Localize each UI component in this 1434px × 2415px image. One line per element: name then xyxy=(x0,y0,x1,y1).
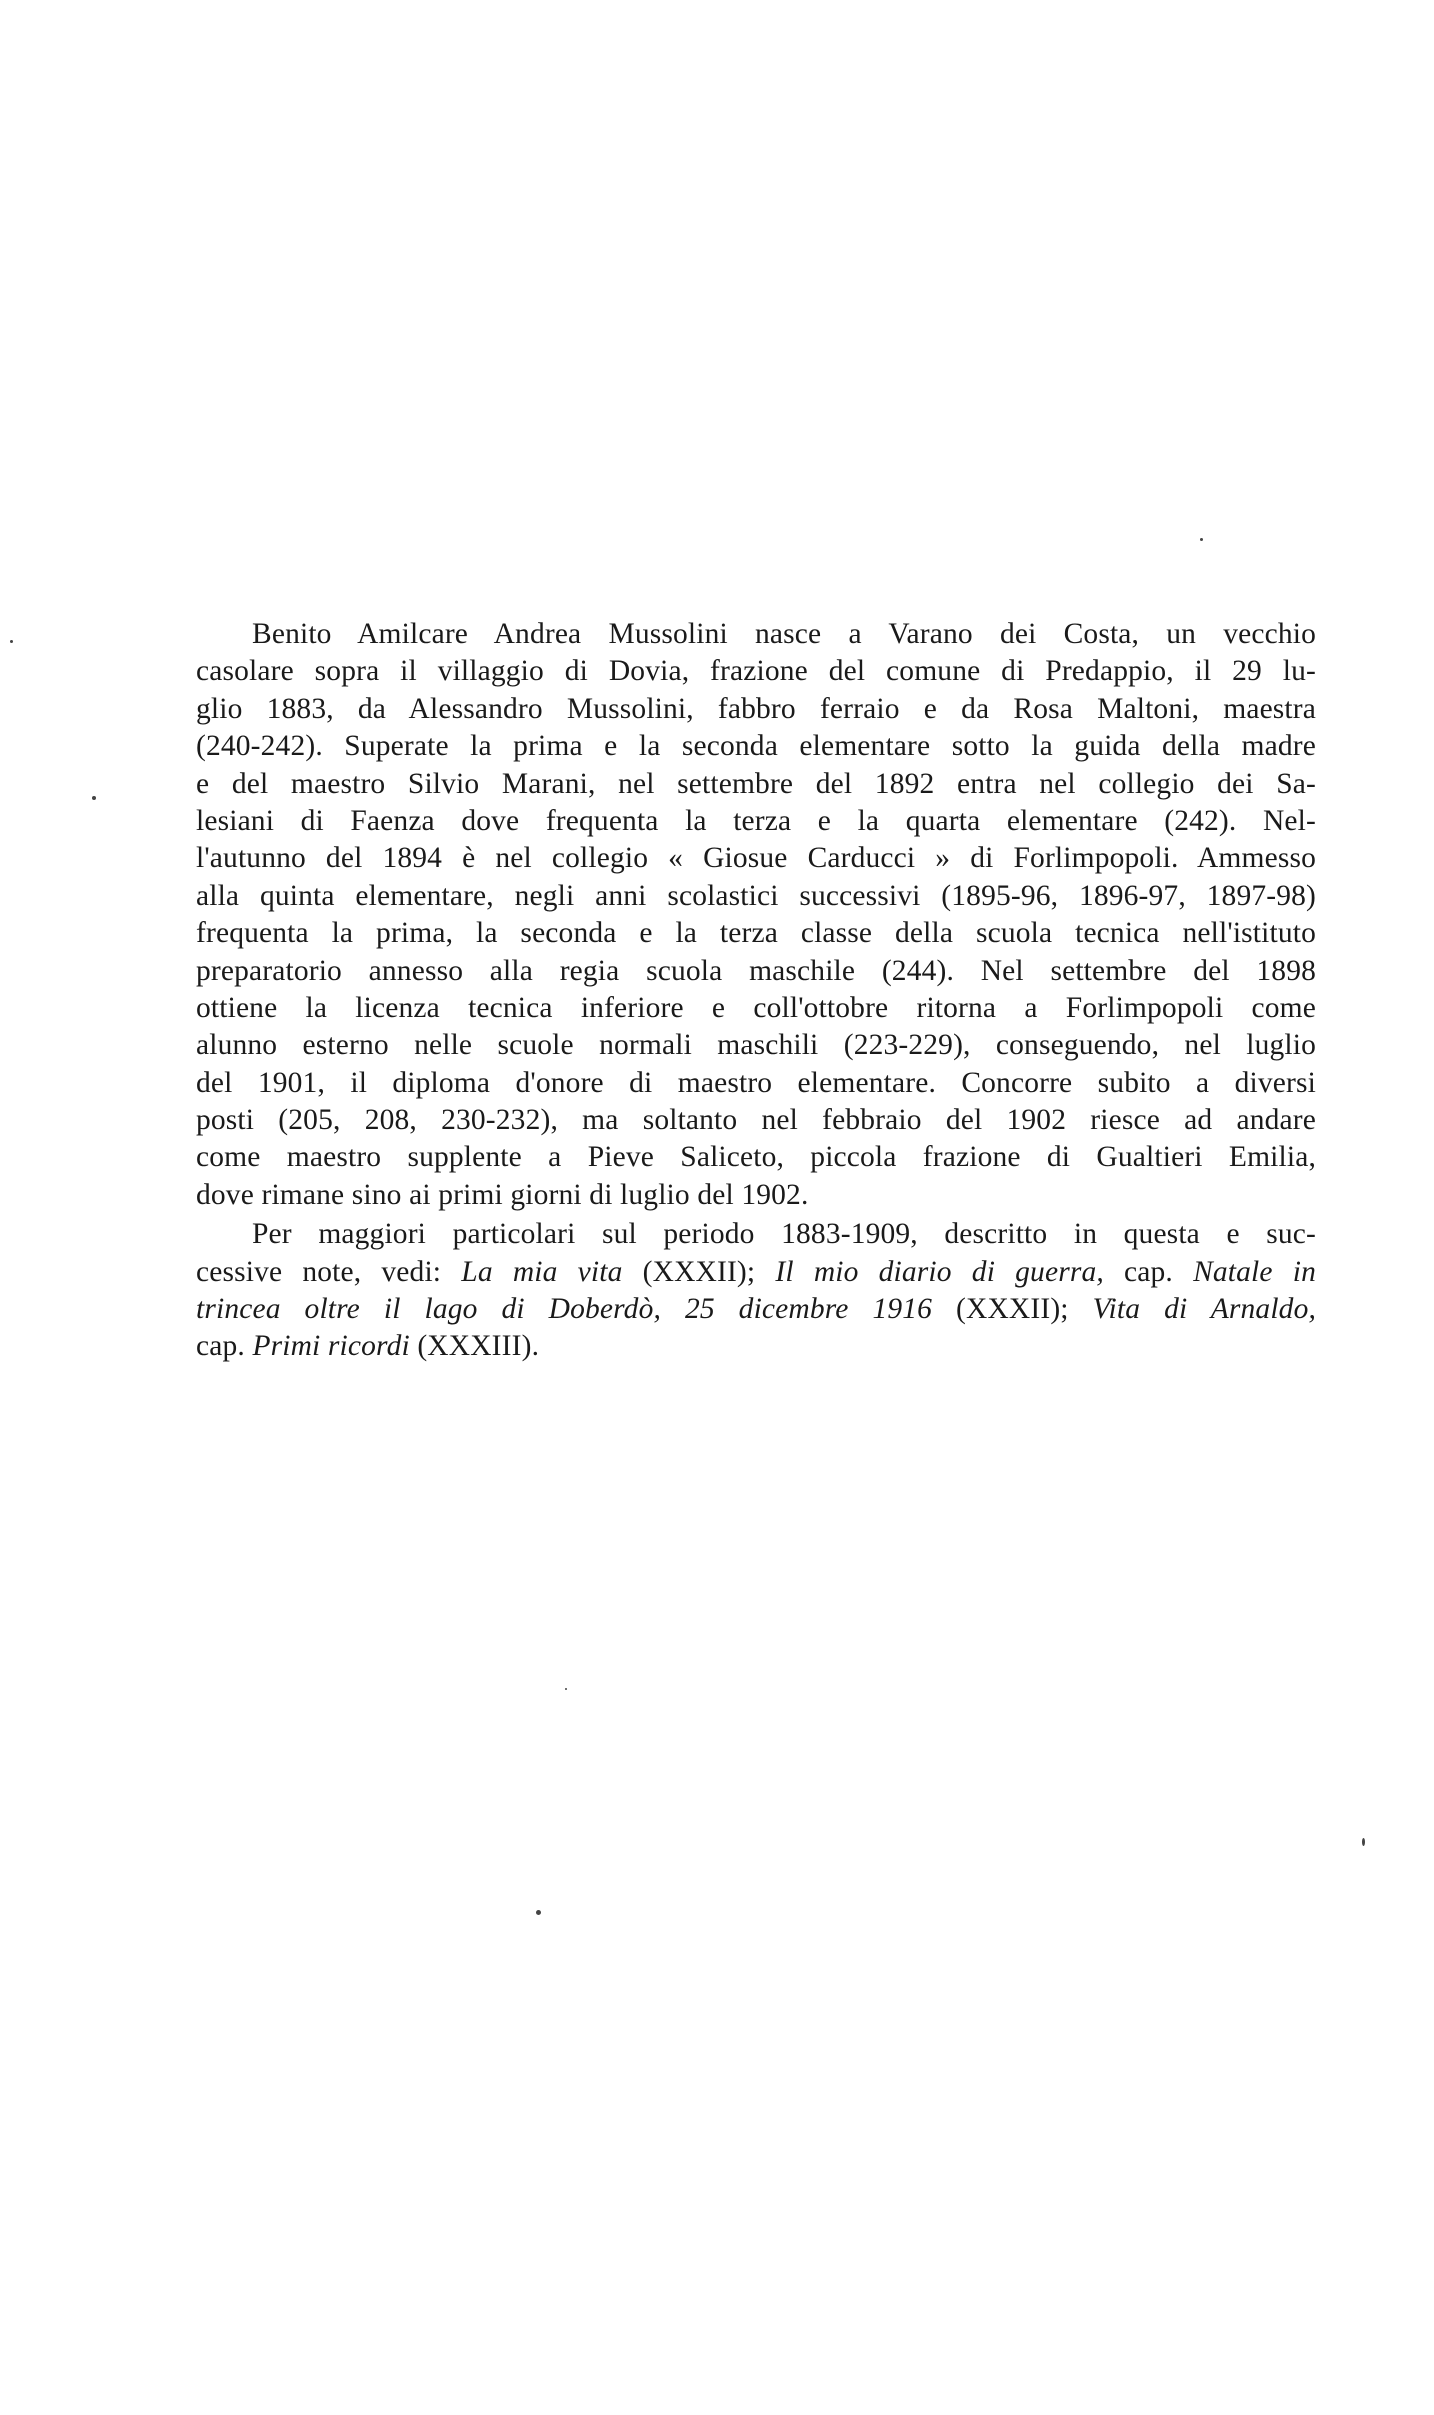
text-run: cessive note, vedi: xyxy=(196,1255,462,1288)
text-line: posti (205, 208, 230-232), ma soltanto nel febbraio del 1902 riesce ad andare xyxy=(196,1104,1316,1137)
italic-title: Vita di Arnaldo, xyxy=(1092,1293,1317,1326)
scan-speck xyxy=(1362,1838,1365,1846)
text-line: preparatorio annesso alla regia scuola maschile (244). Nel settembre del 1898 xyxy=(196,954,1316,987)
paragraph-references xyxy=(196,1216,1316,1366)
text-line: (240-242). Superate la prima e la seconda elementare sotto la guida della madre xyxy=(196,730,1316,763)
text-line: del 1901, il diploma d'onore di maestro elementare. Concorre subito a diversi xyxy=(196,1066,1316,1099)
text-run: cap. xyxy=(1103,1255,1194,1288)
italic-title: trincea oltre il lago di Doberdò, 25 dicembre 1916 xyxy=(196,1293,933,1326)
scan-speck xyxy=(1200,538,1203,541)
text-run: cap. xyxy=(196,1330,253,1363)
text-line xyxy=(196,1254,1316,1291)
text-line: e del maestro Silvio Marani, nel settembre del 1892 entra nel collegio dei Sa- xyxy=(196,767,1316,800)
scan-speck xyxy=(92,796,96,800)
text-line: lesiani di Faenza dove frequenta la terza e la quarta elementare (242). Nel- xyxy=(196,804,1316,837)
text-line: ottiene la licenza tecnica inferiore e coll'ottobre ritorna a Forlimpopoli come xyxy=(196,991,1316,1024)
scan-speck xyxy=(536,1910,541,1915)
scan-speck xyxy=(565,1688,567,1690)
text-line: glio 1883, da Alessandro Mussolini, fabbro ferraio e da Rosa Maltoni, maestra xyxy=(196,692,1316,725)
text-line: dove rimane sino ai primi giorni di luglio del 1902. xyxy=(196,1178,809,1211)
body-text xyxy=(196,616,1316,1366)
text-line: l'autunno del 1894 è nel collegio « Giosue Carducci » di Forlimpopoli. Ammesso xyxy=(196,842,1316,875)
scan-speck xyxy=(10,640,13,643)
italic-title: Primi ricordi xyxy=(252,1330,410,1363)
text-run: (XXXIII). xyxy=(409,1330,540,1363)
italic-title: La mia vita xyxy=(461,1255,623,1288)
text-line: alla quinta elementare, negli anni scolastici successivi (1895-96, 1896-97, 1897-98) xyxy=(196,879,1316,912)
text-line xyxy=(196,1328,1316,1365)
text-line xyxy=(196,1291,1316,1328)
text-line: Per maggiori particolari sul periodo 1883-1909, descritto in questa e suc- xyxy=(252,1218,1316,1251)
text-line: come maestro supplente a Pieve Saliceto, piccola frazione di Gualtieri Emilia, xyxy=(196,1141,1316,1174)
text-run: (XXXII); xyxy=(622,1255,776,1288)
italic-title: Il mio diario di guerra, xyxy=(775,1255,1104,1288)
text-line: frequenta la prima, la seconda e la terza classe della scuola tecnica nell'istituto xyxy=(196,917,1316,950)
text-line: casolare sopra il villaggio di Dovia, frazione del comune di Predappio, il 29 lu- xyxy=(196,655,1316,688)
italic-title: Natale in xyxy=(1193,1255,1316,1288)
text-line: Benito Amilcare Andrea Mussolini nasce a Varano dei Costa, un vecchio xyxy=(252,618,1316,650)
paragraph-biography xyxy=(196,616,1316,1214)
text-line: alunno esterno nelle scuole normali maschili (223-229), conseguendo, nel luglio xyxy=(196,1029,1316,1062)
text-run: (XXXII); xyxy=(932,1293,1093,1326)
